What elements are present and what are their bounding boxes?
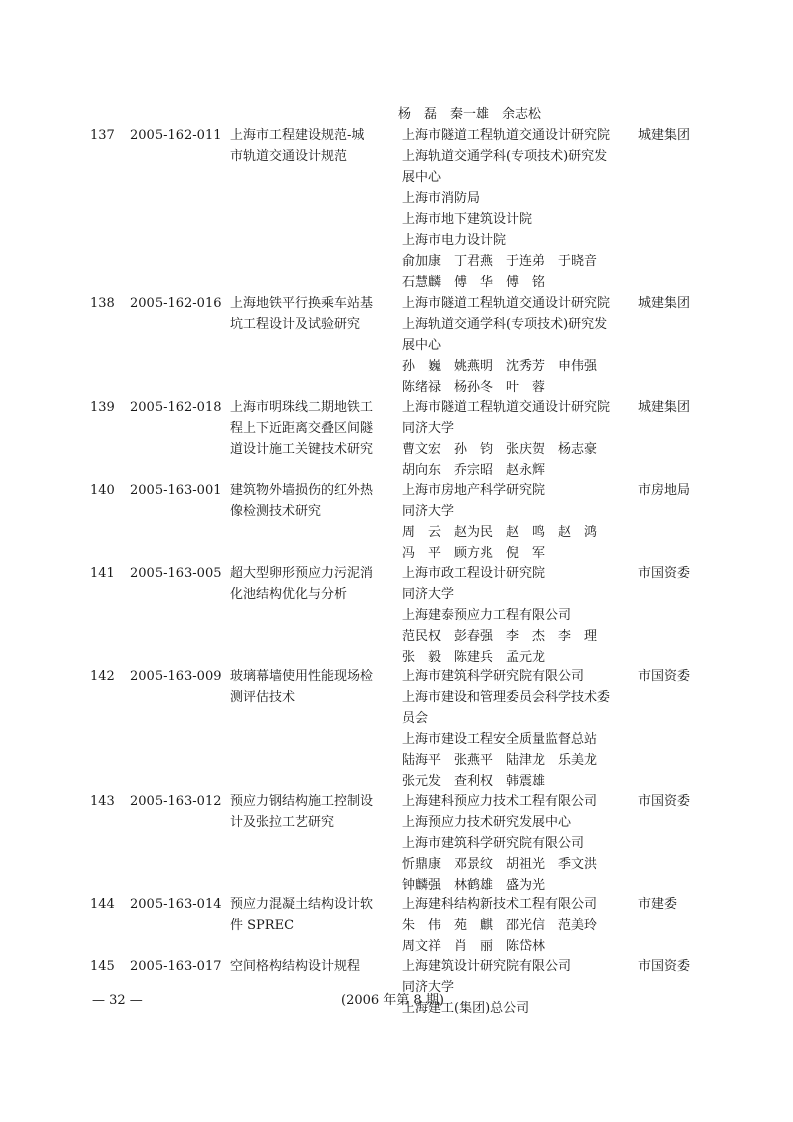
entry-number: 144 (90, 897, 115, 912)
org-line: 上海轨道交通学科(专项技术)研究发 (402, 317, 608, 332)
people-line: 孙 巍 姚燕明 沈秀芳 申伟强 (402, 359, 598, 374)
title-line: 上海市工程建设规范-城 (230, 128, 365, 143)
organizations (402, 397, 638, 481)
people-line: 朱 伟 苑 麒 邵光信 范美玲 (402, 918, 598, 933)
project-code: 2005-163-017 (130, 959, 222, 974)
org-line: 上海建筑设计研究院有限公司 (402, 959, 572, 974)
title-line: 超大型卵形预应力污泥消 (230, 566, 374, 581)
entry-144 (90, 894, 710, 957)
title-line: 建筑物外墙损伤的红外热 (230, 483, 374, 498)
people-line: 曹文宏 孙 钧 张庆贺 杨志豪 (402, 442, 598, 457)
entry-number: 140 (90, 483, 115, 498)
organizations (402, 666, 638, 792)
project-code: 2005-163-012 (130, 794, 222, 809)
org-line: 上海建泰预应力工程有限公司 (402, 608, 572, 623)
people-line: 俞加康 丁君燕 于连弟 于晓音 (402, 254, 598, 269)
project-code: 2005-162-016 (130, 296, 222, 311)
organizations (402, 791, 638, 896)
issue-label: (2006 年第 8 期) (341, 993, 444, 1008)
org-line: 上海市建设工程安全质量监督总站 (402, 732, 598, 747)
org-line: 展中心 (402, 170, 442, 185)
title-line: 上海市明珠线二期地铁工 (230, 400, 374, 415)
people-line: 冯 平 顾方兆 倪 军 (402, 546, 546, 561)
title-line: 预应力混凝土结构设计软 (230, 897, 374, 912)
org-line: 同济大学 (402, 980, 455, 995)
title-line: 测评估技术 (230, 690, 296, 705)
org-line: 上海市电力设计院 (402, 233, 507, 248)
project-code: 2005-163-009 (130, 669, 222, 684)
org-line: 上海建工(集团)总公司 (402, 1001, 530, 1016)
title-line: 坑工程设计及试验研究 (230, 317, 361, 332)
people-line: 范民权 彭春强 李 杰 李 理 (402, 629, 598, 644)
people-line: 周文祥 肖 丽 陈岱林 (402, 939, 546, 954)
title-line: 玻璃幕墙使用性能现场检 (230, 669, 374, 684)
organizations (402, 293, 638, 398)
people-line: 陆海平 张燕平 陆津龙 乐美龙 (402, 753, 598, 768)
org-line: 上海轨道交通学科(专项技术)研究发 (402, 149, 608, 164)
department: 市建委 (638, 897, 678, 912)
entry-number: 139 (90, 400, 115, 415)
department: 城建集团 (638, 296, 691, 311)
people-line: 周 云 赵为民 赵 鸣 赵 鸿 (402, 525, 598, 540)
department: 市房地局 (638, 483, 691, 498)
department: 市国资委 (638, 566, 691, 581)
department: 城建集团 (638, 400, 691, 415)
org-line: 上海市建设和管理委员会科学技术委 (402, 690, 611, 705)
org-line: 展中心 (402, 338, 442, 353)
people-line: 张 毅 陈建兵 孟元龙 (402, 650, 546, 665)
org-line: 上海市隧道工程轨道交通设计研究院 (402, 400, 611, 415)
entry-139 (90, 397, 710, 481)
entry-number: 142 (90, 669, 115, 684)
entry-143 (90, 791, 710, 896)
org-line: 上海市隧道工程轨道交通设计研究院 (402, 128, 611, 143)
project-title (230, 563, 402, 605)
entry-138 (90, 293, 710, 398)
department: 城建集团 (638, 128, 691, 143)
entry-number: 137 (90, 128, 115, 143)
project-title (230, 666, 402, 708)
people-line: 忻鼎康 邓景纹 胡祖光 季文洪 (402, 857, 598, 872)
people-line: 张元发 查利权 韩震雄 (402, 774, 546, 789)
project-title (230, 894, 402, 936)
title-line: 空间格构结构设计规程 (230, 959, 361, 974)
title-line: 像检测技术研究 (230, 504, 322, 519)
title-line: 程上下近距离交叠区间隧 (230, 421, 374, 436)
title-line: 市轨道交通设计规范 (230, 149, 348, 164)
entry-141 (90, 563, 710, 668)
organizations (402, 563, 638, 668)
people-line: 钟麟强 林鹤雄 盛为光 (402, 878, 546, 893)
org-line: 上海建科结构新技术工程有限公司 (402, 897, 598, 912)
org-line: 同济大学 (402, 587, 455, 602)
project-code: 2005-163-005 (130, 566, 222, 581)
project-code: 2005-162-018 (130, 400, 222, 415)
org-line: 上海市政工程设计研究院 (402, 566, 546, 581)
org-line: 上海市房地产科学研究院 (402, 483, 546, 498)
people-line: 胡向东 乔宗昭 赵永辉 (402, 463, 546, 478)
org-line: 上海市建筑科学研究院有限公司 (402, 836, 585, 851)
org-line: 同济大学 (402, 421, 455, 436)
project-code: 2005-162-011 (130, 128, 222, 143)
title-line: 预应力钢结构施工控制设 (230, 794, 374, 809)
project-code: 2005-163-014 (130, 897, 222, 912)
entry-142 (90, 666, 710, 792)
org-line: 上海市建筑科学研究院有限公司 (402, 669, 585, 684)
org-line: 上海预应力技术研究发展中心 (402, 815, 572, 830)
entry-140 (90, 480, 710, 564)
project-title (230, 956, 402, 977)
organizations (402, 125, 638, 293)
org-line: 上海市消防局 (402, 191, 481, 206)
department: 市国资委 (638, 959, 691, 974)
department: 市国资委 (638, 669, 691, 684)
entry-137 (90, 125, 710, 293)
project-title (230, 791, 402, 833)
project-title (230, 293, 402, 335)
title-line: 计及张拉工艺研究 (230, 815, 335, 830)
entry-number: 143 (90, 794, 115, 809)
people-line: 石慧麟 傅 华 傅 铭 (402, 275, 546, 290)
project-code: 2005-163-001 (130, 483, 222, 498)
title-line: 化池结构优化与分析 (230, 587, 348, 602)
org-line: 上海市隧道工程轨道交通设计研究院 (402, 296, 611, 311)
people-line: 陈绪禄 杨孙冬 叶 蓉 (402, 380, 546, 395)
entry-number: 138 (90, 296, 115, 311)
org-line: 同济大学 (402, 504, 455, 519)
title-line: 上海地铁平行换乘车站基 (230, 296, 374, 311)
project-title (230, 480, 402, 522)
project-title (230, 125, 402, 167)
entry-number: 141 (90, 566, 115, 581)
page-number: — 32 — (92, 993, 143, 1008)
project-title (230, 397, 402, 460)
title-line: 件 SPREC (230, 918, 295, 933)
title-line: 道设计施工关键技术研究 (230, 442, 374, 457)
department: 市国资委 (638, 794, 691, 809)
entry-number: 145 (90, 959, 115, 974)
org-line: 上海建科预应力技术工程有限公司 (402, 794, 598, 809)
organizations (402, 480, 638, 564)
org-line: 员会 (402, 711, 429, 726)
organizations (402, 894, 638, 957)
org-line: 上海市地下建筑设计院 (402, 212, 533, 227)
carryover-names: 杨 磊 秦一雄 余志松 (398, 107, 542, 122)
